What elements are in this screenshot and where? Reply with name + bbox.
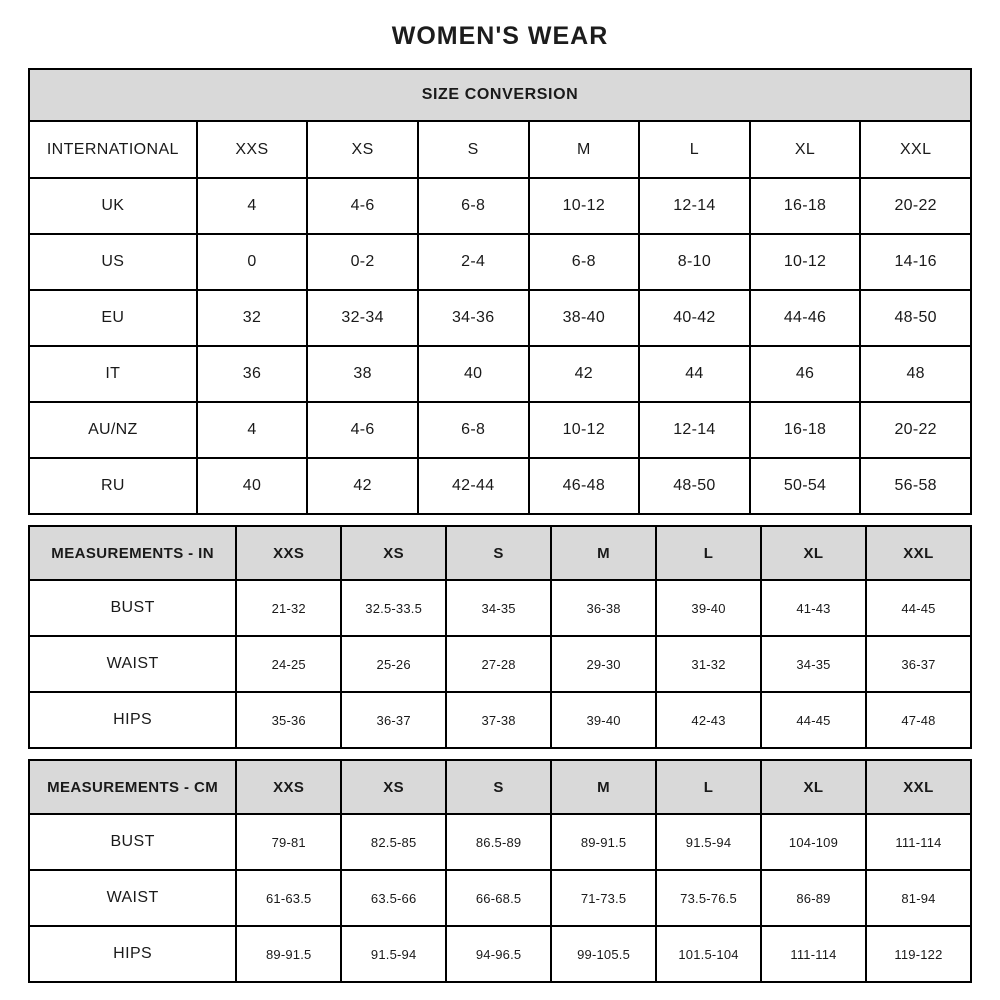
table-row [29,402,971,458]
value-cell: 0-2 [307,234,418,290]
value-cell: 73.5-76.5 [656,870,761,926]
column-header-xl: XL [761,760,866,814]
value-cell: 42 [529,346,640,402]
row-label: HIPS [29,926,236,982]
value-cell: 44-45 [866,580,971,636]
measurements-cm-table [28,759,972,983]
row-label-column-header: INTERNATIONAL [29,121,197,178]
value-cell: 63.5-66 [341,870,446,926]
value-cell: 86-89 [761,870,866,926]
size-conversion-table [28,68,972,515]
table-row [29,234,971,290]
value-cell: 89-91.5 [236,926,341,982]
table-row [29,636,971,692]
table-row [29,580,971,636]
value-cell: 32.5-33.5 [341,580,446,636]
column-header-row [29,760,971,814]
table-title: MEASUREMENTS - CM [29,760,236,814]
value-cell: 40 [418,346,529,402]
value-cell: 119-122 [866,926,971,982]
value-cell: 36-37 [341,692,446,748]
value-cell: 42-43 [656,692,761,748]
value-cell: 21-32 [236,580,341,636]
value-cell: 20-22 [860,402,971,458]
value-cell: 46 [750,346,861,402]
column-header-xxs: XXS [236,760,341,814]
table-row [29,814,971,870]
value-cell: 16-18 [750,178,861,234]
table-header-row [29,69,971,121]
value-cell: 91.5-94 [656,814,761,870]
value-cell: 111-114 [761,926,866,982]
value-cell: 25-26 [341,636,446,692]
row-label: IT [29,346,197,402]
value-cell: 20-22 [860,178,971,234]
table-row [29,458,971,514]
value-cell: 6-8 [418,178,529,234]
table-title: MEASUREMENTS - IN [29,526,236,580]
value-cell: 34-35 [446,580,551,636]
value-cell: 32-34 [307,290,418,346]
table-row [29,926,971,982]
row-label: WAIST [29,636,236,692]
row-label: US [29,234,197,290]
value-cell: 35-36 [236,692,341,748]
table-row [29,346,971,402]
column-header-l: L [639,121,750,178]
value-cell: 71-73.5 [551,870,656,926]
column-header-xxl: XXL [866,526,971,580]
value-cell: 99-105.5 [551,926,656,982]
table-row [29,178,971,234]
value-cell: 8-10 [639,234,750,290]
column-header-m: M [529,121,640,178]
value-cell: 39-40 [656,580,761,636]
row-label: UK [29,178,197,234]
column-header-l: L [656,526,761,580]
value-cell: 10-12 [529,178,640,234]
column-header-s: S [446,760,551,814]
value-cell: 16-18 [750,402,861,458]
table-title: SIZE CONVERSION [29,69,971,121]
column-header-xl: XL [750,121,861,178]
value-cell: 14-16 [860,234,971,290]
value-cell: 32 [197,290,308,346]
value-cell: 4 [197,178,308,234]
column-header-xxl: XXL [866,760,971,814]
column-header-xxs: XXS [236,526,341,580]
column-header-xs: XS [307,121,418,178]
table-row [29,290,971,346]
value-cell: 4-6 [307,402,418,458]
column-header-xxs: XXS [197,121,308,178]
value-cell: 42-44 [418,458,529,514]
row-label: RU [29,458,197,514]
value-cell: 31-32 [656,636,761,692]
value-cell: 36-37 [866,636,971,692]
row-label: HIPS [29,692,236,748]
table-row [29,692,971,748]
row-label: AU/NZ [29,402,197,458]
value-cell: 44-46 [750,290,861,346]
column-header-s: S [418,121,529,178]
value-cell: 2-4 [418,234,529,290]
column-header-xs: XS [341,526,446,580]
value-cell: 48-50 [639,458,750,514]
column-header-row [29,526,971,580]
value-cell: 44 [639,346,750,402]
value-cell: 48-50 [860,290,971,346]
value-cell: 101.5-104 [656,926,761,982]
value-cell: 37-38 [446,692,551,748]
value-cell: 6-8 [418,402,529,458]
value-cell: 89-91.5 [551,814,656,870]
column-header-l: L [656,760,761,814]
value-cell: 36 [197,346,308,402]
value-cell: 34-35 [761,636,866,692]
value-cell: 111-114 [866,814,971,870]
column-header-xl: XL [761,526,866,580]
value-cell: 4 [197,402,308,458]
row-label: BUST [29,580,236,636]
value-cell: 47-48 [866,692,971,748]
value-cell: 27-28 [446,636,551,692]
value-cell: 46-48 [529,458,640,514]
value-cell: 66-68.5 [446,870,551,926]
value-cell: 34-36 [418,290,529,346]
value-cell: 40 [197,458,308,514]
table-row [29,870,971,926]
value-cell: 86.5-89 [446,814,551,870]
measurements-in-table [28,525,972,749]
value-cell: 44-45 [761,692,866,748]
value-cell: 61-63.5 [236,870,341,926]
value-cell: 0 [197,234,308,290]
value-cell: 38-40 [529,290,640,346]
value-cell: 36-38 [551,580,656,636]
column-header-m: M [551,760,656,814]
page-title: WOMEN'S WEAR [391,22,609,50]
column-header-row [29,121,971,178]
value-cell: 40-42 [639,290,750,346]
column-header-m: M [551,526,656,580]
value-cell: 12-14 [639,178,750,234]
row-label: BUST [29,814,236,870]
value-cell: 82.5-85 [341,814,446,870]
value-cell: 29-30 [551,636,656,692]
value-cell: 24-25 [236,636,341,692]
value-cell: 6-8 [529,234,640,290]
value-cell: 10-12 [529,402,640,458]
value-cell: 50-54 [750,458,861,514]
value-cell: 10-12 [750,234,861,290]
value-cell: 12-14 [639,402,750,458]
column-header-xxl: XXL [860,121,971,178]
column-header-s: S [446,526,551,580]
value-cell: 91.5-94 [341,926,446,982]
value-cell: 42 [307,458,418,514]
value-cell: 39-40 [551,692,656,748]
value-cell: 4-6 [307,178,418,234]
value-cell: 79-81 [236,814,341,870]
value-cell: 94-96.5 [446,926,551,982]
value-cell: 56-58 [860,458,971,514]
value-cell: 104-109 [761,814,866,870]
value-cell: 41-43 [761,580,866,636]
row-label: WAIST [29,870,236,926]
column-header-xs: XS [341,760,446,814]
value-cell: 38 [307,346,418,402]
value-cell: 48 [860,346,971,402]
value-cell: 81-94 [866,870,971,926]
row-label: EU [29,290,197,346]
